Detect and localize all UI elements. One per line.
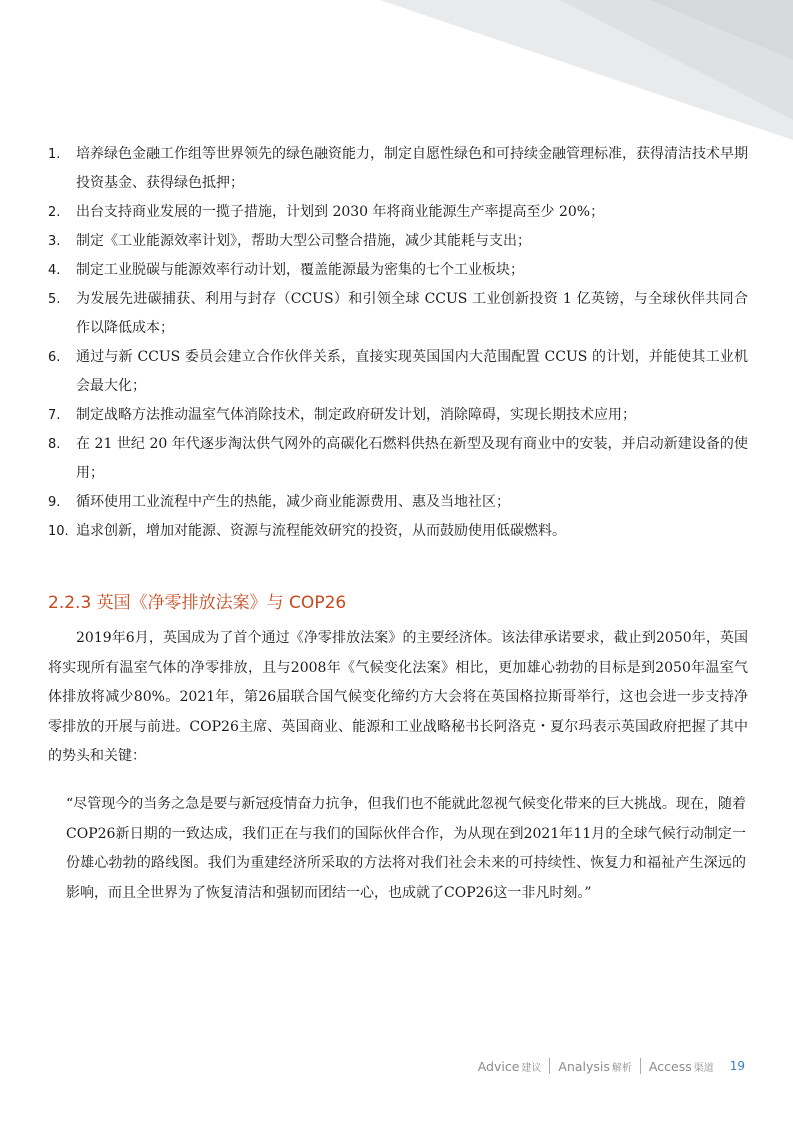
list-item (48, 488, 748, 517)
list-text: 制定《工业能源效率计划》，帮助大型公司整合措施，减少其能耗与支出； (76, 233, 531, 249)
footer-divider (640, 1058, 641, 1074)
list-text: 制定战略方法推动温室气体消除技术，制定政府研发计划，消除障碍，实现长期技术应用； (76, 407, 636, 423)
footer-item-advice: Advice 建议 (477, 1058, 542, 1074)
quote-paragraph: “尽管现今的当务之急是要与新冠疫情奋力抗争，但我们也不能就此忽视气候变化带来的巨大挑战。现在，随着COP26新日期的一致达成，我们正在与我们的国际伙伴合作，为从现在到2021年11月的全球气候行动制定一份雄心勃勃的路线图。我们为重建经济所采取的方法将对我们社会未来的可持续性、恢复力和福祉产生深远的影响，而且全世界为了恢复清洁和强韧而团结一心，也成就了COP26这一非凡时刻。” (66, 796, 746, 901)
list-item (48, 198, 748, 227)
list-text: 追求创新，增加对能源、资源与流程能效研究的投资，从而鼓励使用低碳燃料。 (76, 523, 566, 539)
list-text: 为发展先进碳捕获、利用与封存（CCUS）和引领全球 CCUS 工业创新投资 1 亿英镑，与全球伙伴共同合作以降低成本； (76, 291, 748, 336)
list-text: 培养绿色金融工作组等世界领先的绿色融资能力，制定自愿性绿色和可持续金融管理标准，获得清洁技术早期投资基金、获得绿色抵押； (76, 146, 748, 191)
list-text: 通过与新 CCUS 委员会建立合作伙伴关系，直接实现英国国内大范围配置 CCUS 的计划，并能使其工业机会最大化； (76, 349, 748, 394)
footer-item-access: Access 渠道 (648, 1058, 714, 1074)
list-number: 3. (48, 234, 61, 249)
list-item (48, 517, 748, 546)
page-footer (478, 1058, 745, 1074)
footer-divider (549, 1058, 550, 1074)
list-number: 4. (48, 263, 61, 278)
list-item (48, 227, 748, 256)
list-number: 7. (48, 408, 61, 423)
list-text: 循环使用工业流程中产生的热能，减少商业能源费用、惠及当地社区； (76, 494, 510, 510)
list-item (48, 256, 748, 285)
measures-list (48, 140, 748, 546)
list-number: 10. (48, 524, 69, 539)
list-number: 8. (48, 437, 61, 452)
list-number: 6. (48, 350, 61, 365)
list-text: 在 21 世纪 20 年代逐步淘汰供气网外的高碳化石燃料供热在新型及现有商业中的安装，并启动新建设备的使用； (76, 436, 748, 481)
page-number: 19 (729, 1059, 745, 1073)
list-number: 1. (48, 147, 61, 162)
list-item (48, 285, 748, 343)
footer-item-analysis: Analysis 解析 (558, 1058, 632, 1074)
list-item (48, 401, 748, 430)
list-item (48, 430, 748, 488)
list-item (48, 140, 748, 198)
list-number: 2. (48, 205, 61, 220)
list-text: 制定工业脱碳与能源效率行动计划，覆盖能源最为密集的七个工业板块； (76, 262, 524, 278)
list-item (48, 343, 748, 401)
list-number: 5. (48, 292, 61, 307)
corner-decoration (0, 0, 793, 140)
list-number: 9. (48, 495, 61, 510)
list-text: 出台支持商业发展的一揽子措施，计划到 2030 年将商业能源生产率提高至少 20%； (76, 204, 605, 220)
section-heading: 2.2.3 英国《净零排放法案》与 COP26 (48, 593, 347, 613)
body-paragraph: 2019年6月，英国成为了首个通过《净零排放法案》的主要经济体。该法律承诺要求，截止到2050年，英国将实现所有温室气体的净零排放，且与2008年《气候变化法案》相比，更加雄心勃勃的目标是到2050年温室气体排放将减少80%。2021年，第26届联合国气候变化缔约方大会将在英国格拉斯哥举行，这也会进一步支持净零排放的开展与前进。COP26主席、英国商业、能源和工业战略秘书长阿洛克・夏尔玛表示英国政府把握了其中的势头和关键： (48, 630, 748, 764)
